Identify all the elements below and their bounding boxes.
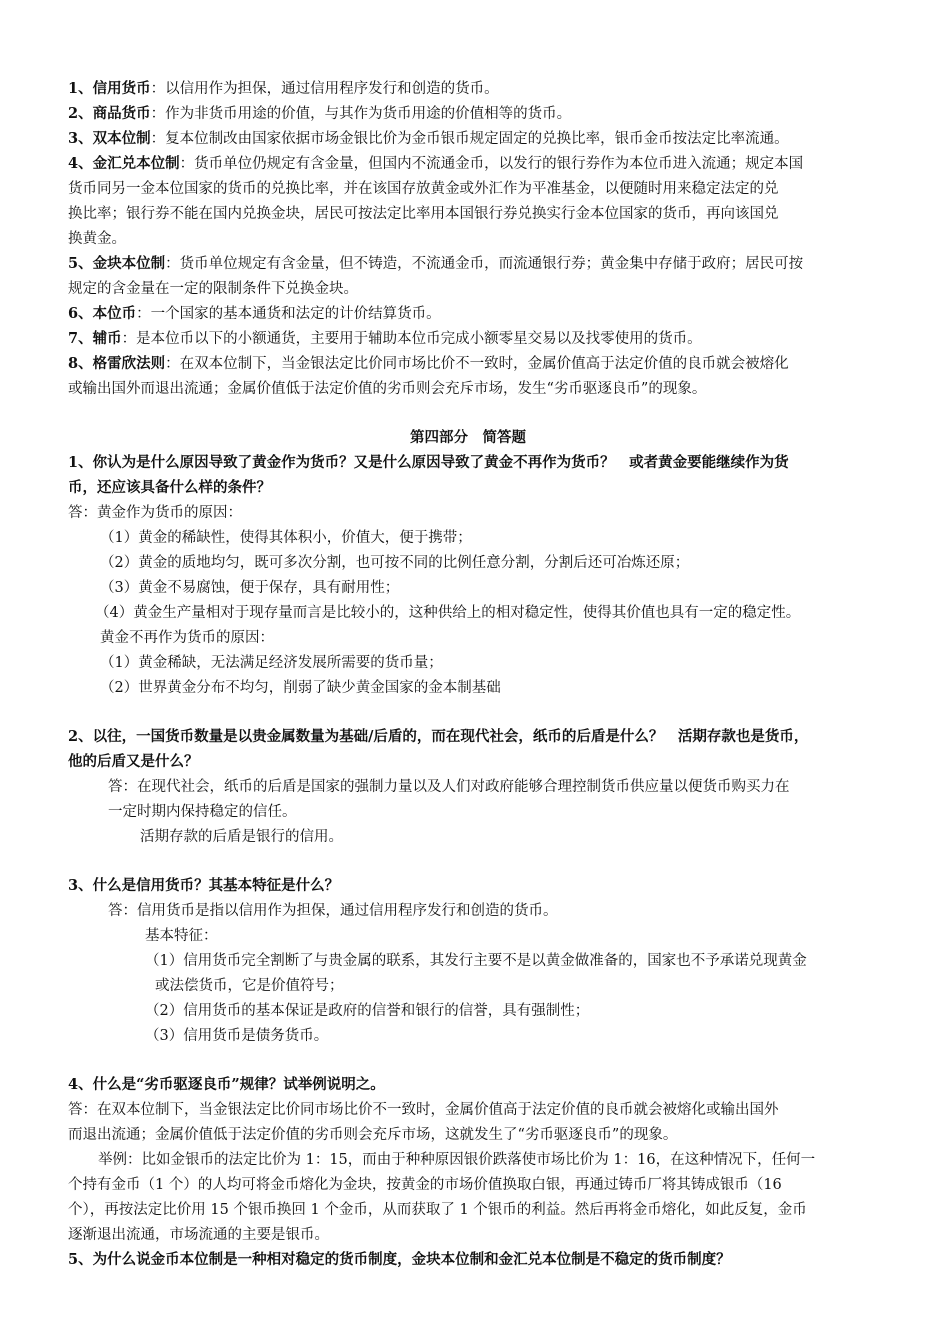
question-1-title: 币，还应该具备什么样的条件？ xyxy=(68,479,271,496)
answer-2: 一定时期内保持稳定的信任。 xyxy=(108,804,297,820)
definition-8-cont: 或输出国外而退出流通；金属价值低于法定价值的劣币则会充斥市场，发生“劣币驱逐良币”的现象。 xyxy=(68,381,707,397)
answer-1-reason: （4）黄金生产量相对于现存量而言是比较小的，这种供给上的相对稳定性，使得其价值也具有一定的稳定性。 xyxy=(95,605,801,621)
definition-4-cont: 换黄金。 xyxy=(68,231,126,247)
answer-1-reason: （2）黄金的质地均匀，既可多次分割，也可按不同的比例任意分割，分割后还可冶炼还原； xyxy=(100,555,690,571)
answer-3-feature: （1）信用货币完全割断了与贵金属的联系，其发行主要不是以黄金做准备的，国家也不予承诺兑现黄金 xyxy=(145,953,807,969)
definition-4-cont: 货币同另一金本位国家的货币的兑换比率，并在该国存放黄金或外汇作为平准基金，以便随时用来稳定法定的兑 xyxy=(68,181,779,197)
answer-3-feature: （2）信用货币的基本保证是政府的信誉和银行的信誉，具有强制性； xyxy=(145,1003,590,1019)
question-3-title: 3、什么是信用货币？其基本特征是什么？ xyxy=(68,877,340,894)
section-title: 第四部分 简答题 xyxy=(410,429,526,446)
answer-4-example: 个持有金币（1 个）的人均可将金币熔化为金块，按黄金的市场价值换取白银，再通过铸币厂将其铸成银币（16 xyxy=(68,1177,782,1193)
question-4-title: 4、什么是“劣币驱逐良币”规律？试举例说明之。 xyxy=(68,1076,385,1093)
answer-1-intro: 答：黄金作为货币的原因： xyxy=(68,505,242,521)
definition-4: 4、金汇兑本位制：货币单位仍规定有含金量，但国内不流通金币，以发行的银行券作为本位币进入流通；规定本国 xyxy=(68,155,804,172)
definition-7: 7、辅币：是本位币以下的小额通货，主要用于辅助本位币完成小额零星交易以及找零使用的货币。 xyxy=(68,330,702,347)
definition-2: 2、商品货币：作为非货币用途的价值，与其作为货币用途的价值相等的货币。 xyxy=(68,105,572,122)
definition-4-cont: 换比率；银行券不能在国内兑换金块，居民可按法定比率用本国银行券兑换实行金本位国家的货币，再向该国兑 xyxy=(68,206,779,222)
definition-5-cont: 规定的含金量在一定的限制条件下兑换金块。 xyxy=(68,281,358,297)
definition-6: 6、本位币：一个国家的基本通货和法定的计价结算货币。 xyxy=(68,305,441,322)
answer-2-deposit: 活期存款的后盾是银行的信用。 xyxy=(140,829,343,845)
answer-4: 而退出流通；金属价值低于法定价值的劣币则会充斥市场，这就发生了“劣币驱逐良币”的现象。 xyxy=(68,1127,678,1143)
answer-1-not-reason: （1）黄金稀缺，无法满足经济发展所需要的货币量； xyxy=(100,655,443,671)
answer-1-not-reason: （2）世界黄金分布不均匀，削弱了缺少黄金国家的金本制基础 xyxy=(100,680,501,696)
definition-5: 5、金块本位制：货币单位规定有含金量，但不铸造，不流通金币，而流通银行券；黄金集中存储于政府；居民可按 xyxy=(68,255,804,272)
definition-8: 8、格雷欣法则：在双本位制下，当金银法定比价同市场比价不一致时，金属价值高于法定价值的良币就会被熔化 xyxy=(68,355,789,372)
answer-1-reason: （3）黄金不易腐蚀，便于保存，具有耐用性； xyxy=(100,580,400,596)
answer-4-example: 个），再按法定比价用 15 个银币换回 1 个金币，从而获取了 1 个银币的利益。然后再将金币熔化，如此反复，金币 xyxy=(68,1202,807,1218)
answer-3: 答：信用货币是指以信用作为担保，通过信用程序发行和创造的货币。 xyxy=(108,903,558,919)
question-2-title: 2、以往，一国货币数量是以贵金属数量为基础/后盾的，而在现代社会，纸币的后盾是什么？ 活期存款也是货币， xyxy=(68,728,809,745)
answer-3-features-label: 基本特征： xyxy=(145,928,218,944)
answer-4: 答：在双本位制下，当金银法定比价同市场比价不一致时，金属价值高于法定价值的良币就会被熔化或输出国外 xyxy=(68,1102,779,1118)
question-1-title: 1、你认为是什么原因导致了黄金作为货币？又是什么原因导致了黄金不再作为货币？ 或者黄金要能继续作为货 xyxy=(68,454,789,471)
definition-1: 1、信用货币：以信用作为担保，通过信用程序发行和创造的货币。 xyxy=(68,80,499,97)
question-5-title: 5、为什么说金币本位制是一种相对稳定的货币制度，金块本位制和金汇兑本位制是不稳定的货币制度？ xyxy=(68,1251,731,1268)
answer-2: 答：在现代社会，纸币的后盾是国家的强制力量以及人们对政府能够合理控制货币供应量以便货币购买力在 xyxy=(108,779,790,795)
answer-4-example: 举例：比如金银币的法定比价为 1：15，而由于种种原因银价跌落使市场比价为 1：16，在这种情况下，任何一 xyxy=(98,1152,816,1168)
answer-3-feature: （3）信用货币是债务货币。 xyxy=(145,1028,329,1044)
answer-1-reason: （1）黄金的稀缺性，使得其体积小，价值大，便于携带； xyxy=(100,530,472,546)
answer-3-feature: 或法偿货币，它是价值符号； xyxy=(155,978,344,994)
answer-4-example: 逐渐退出流通，市场流通的主要是银币。 xyxy=(68,1227,329,1243)
answer-1-not-intro: 黄金不再作为货币的原因： xyxy=(100,630,274,646)
definition-3: 3、双本位制：复本位制改由国家依据市场金银比价为金币银币规定固定的兑换比率，银币金币按法定比率流通。 xyxy=(68,130,789,147)
question-2-title: 他的后盾又是什么？ xyxy=(68,753,199,770)
